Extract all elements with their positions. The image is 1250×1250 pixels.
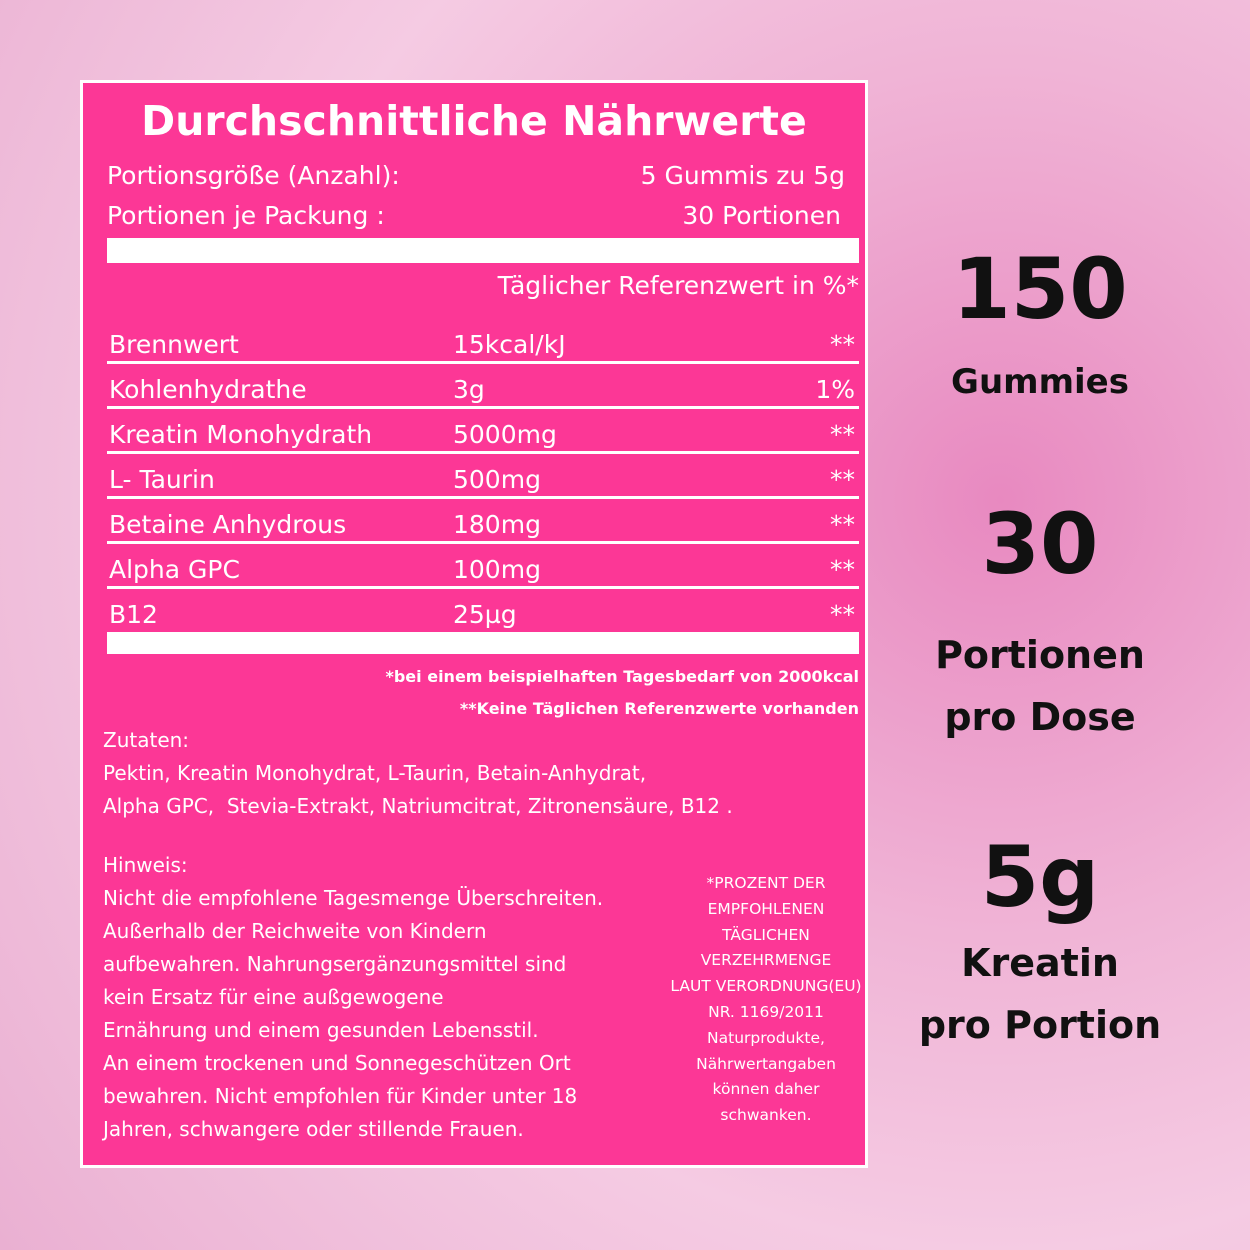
nutrient-amount: 180mg: [453, 510, 541, 539]
nutrient-row: [107, 589, 859, 629]
nutrient-row: [107, 319, 859, 359]
highlight-value-portions: 30: [981, 495, 1099, 593]
highlight-label-portions: Portionen pro Dose: [935, 633, 1145, 739]
nutrient-reference: **: [830, 330, 855, 359]
nutrient-amount: 15kcal/kJ: [453, 330, 566, 359]
servings-label: Portionen je Packung :: [107, 201, 385, 230]
footnote-2: **Keine Täglichen Referenzwerte vorhanden: [459, 699, 859, 718]
nutrient-name: Kreatin Monohydrath: [109, 420, 373, 449]
nutrient-amount: 500mg: [453, 465, 541, 494]
divider-bar: [107, 238, 859, 263]
notice: Hinweis: Nicht die empfohlene Tagesmenge Überschreiten. Außerhalb der Reichweite von Kindern aufbewahren. Nahrungsergänzungsmittel sind kein Ersatz für eine außgewogene Ernährung und einem gesunden Lebensstil. An einem trockenen und Sonnegeschützen Ort bewahren. Nicht empfohlen für Kinder unter 18 Jahren, schwangere oder stillende Frauen.: [103, 853, 604, 1141]
servings-value: 30 Portionen: [682, 201, 841, 230]
ingredients: Zutaten: Pektin, Kreatin Monohydrat, L-Taurin, Betain-Anhydrat, Alpha GPC, Stevia-Extrakt, Natriumcitrat, Zitronensäure, B12 .: [103, 728, 733, 818]
nutrient-row: [107, 544, 859, 584]
nutrient-reference: **: [830, 600, 855, 629]
nutrient-name: Betaine Anhydrous: [109, 510, 347, 539]
side-note: *PROZENT DER EMPFOHLENEN TÄGLICHEN VERZEHRMENGE LAUT VERORDNUNG(EU) NR. 1169/2011 Naturprodukte, Nährwertangaben können daher schwanken.: [670, 874, 862, 1125]
nutrient-amount: 100mg: [453, 555, 541, 584]
nutrient-reference: **: [830, 465, 855, 494]
nutrient-name: B12: [109, 600, 158, 629]
highlight-value-gummies: 150: [952, 240, 1128, 338]
label-title: Durchschnittliche Nährwerte: [141, 97, 807, 145]
nutrient-row: [107, 499, 859, 539]
nutrient-amount: 25µg: [453, 600, 517, 629]
nutrition-label: [80, 80, 868, 1168]
nutrient-row: [107, 364, 859, 404]
nutrient-reference: **: [830, 555, 855, 584]
serving-size-label: Portionsgröße (Anzahl):: [107, 161, 400, 190]
footnote-1: *bei einem beispielhaften Tagesbedarf von 2000kcal: [385, 667, 859, 686]
nutrient-name: L- Taurin: [109, 465, 215, 494]
divider-bar: [107, 632, 859, 654]
nutrient-amount: 3g: [453, 375, 485, 404]
reference-header: Täglicher Referenzwert in %*: [497, 271, 859, 300]
nutrient-reference: 1%: [815, 375, 855, 404]
highlight-value-creatine: 5g: [980, 828, 1100, 926]
nutrient-name: Alpha GPC: [109, 555, 240, 584]
highlight-label-gummies: Gummies: [951, 362, 1129, 402]
nutrient-name: Kohlenhydrathe: [109, 375, 307, 404]
nutrient-amount: 5000mg: [453, 420, 557, 449]
nutrient-name: Brennwert: [109, 330, 239, 359]
highlight-label-creatine: Kreatin pro Portion: [918, 941, 1162, 1047]
nutrient-row: [107, 454, 859, 494]
nutrient-row: [107, 409, 859, 449]
nutrient-reference: **: [830, 510, 855, 539]
serving-size-value: 5 Gummis zu 5g: [640, 161, 845, 190]
nutrient-reference: **: [830, 420, 855, 449]
